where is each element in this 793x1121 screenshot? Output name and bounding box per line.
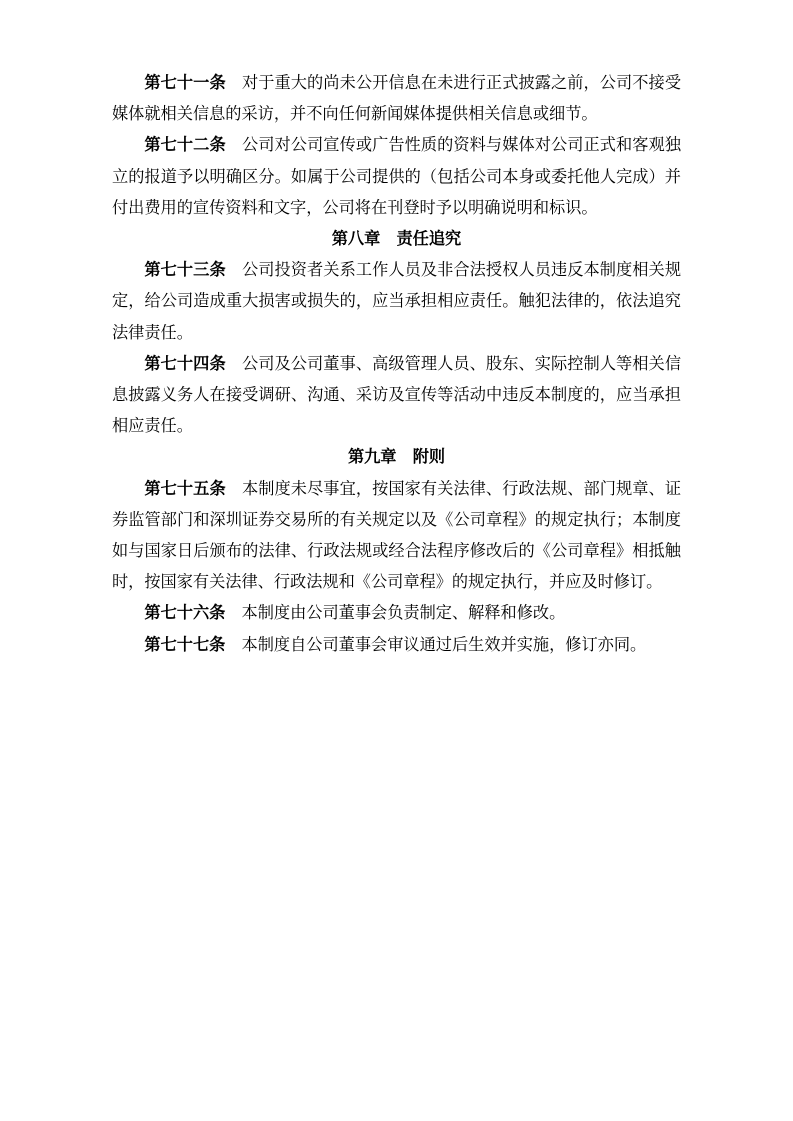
- chapter-number: 第八章: [331, 230, 381, 249]
- article-text: 公司及公司董事、高级管理人员、股东、实际控制人等相关信息披露义务人在接受调研、沟通、采访及宣传等活动中违反本制度的，应当承担相应责任。: [112, 354, 682, 436]
- article-number: 第七十三条: [144, 261, 226, 280]
- article-text: 本制度自公司董事会审议通过后生效并实施，修订亦同。: [241, 635, 647, 654]
- article-number: 第七十五条: [144, 479, 226, 498]
- chapter-title: 责任追究: [396, 230, 462, 249]
- article-text: 本制度由公司董事会负责制定、解释和修改。: [241, 604, 566, 623]
- article-number: 第七十六条: [144, 604, 226, 623]
- article-paragraph: [112, 598, 681, 629]
- article-number: 第七十二条: [144, 136, 226, 155]
- article-paragraph: [112, 130, 681, 224]
- document-body: [112, 68, 681, 661]
- article-paragraph: [112, 68, 681, 130]
- article-text: 本制度未尽事宜，按国家有关法律、行政法规、部门规章、证券监管部门和深圳证券交易所的有关规定以及《公司章程》的规定执行；本制度如与国家日后颁布的法律、行政法规或经合法程序修改后的《公司章程》相抵触时，按国家有关法律、行政法规和《公司章程》的规定执行，并应及时修订。: [112, 479, 682, 592]
- article-number: 第七十七条: [144, 635, 226, 654]
- article-number: 第七十一条: [144, 74, 226, 92]
- article-paragraph: [112, 349, 681, 443]
- chapter-heading: [112, 442, 681, 473]
- article-text: 公司投资者关系工作人员及非合法授权人员违反本制度相关规定，给公司造成重大损害或损失的，应当承担相应责任。触犯法律的，依法追究法律责任。: [112, 261, 682, 342]
- chapter-number: 第九章: [347, 448, 397, 467]
- article-number: 第七十四条: [144, 354, 226, 373]
- article-paragraph: [112, 630, 681, 661]
- article-text: 对于重大的尚未公开信息在未进行正式披露之前，公司不接受媒体就相关信息的采访，并不向任何新闻媒体提供相关信息或细节。: [112, 74, 682, 124]
- chapter-heading: [112, 224, 681, 255]
- article-text: 公司对公司宣传或广告性质的资料与媒体对公司正式和客观独立的报道予以明确区分。如属于公司提供的（包括公司本身或委托他人完成）并付出费用的宣传资料和文字，公司将在刊登时予以明确说明和标识。: [112, 136, 682, 217]
- article-paragraph: [112, 474, 681, 599]
- chapter-title: 附则: [412, 448, 446, 467]
- article-paragraph: [112, 255, 681, 349]
